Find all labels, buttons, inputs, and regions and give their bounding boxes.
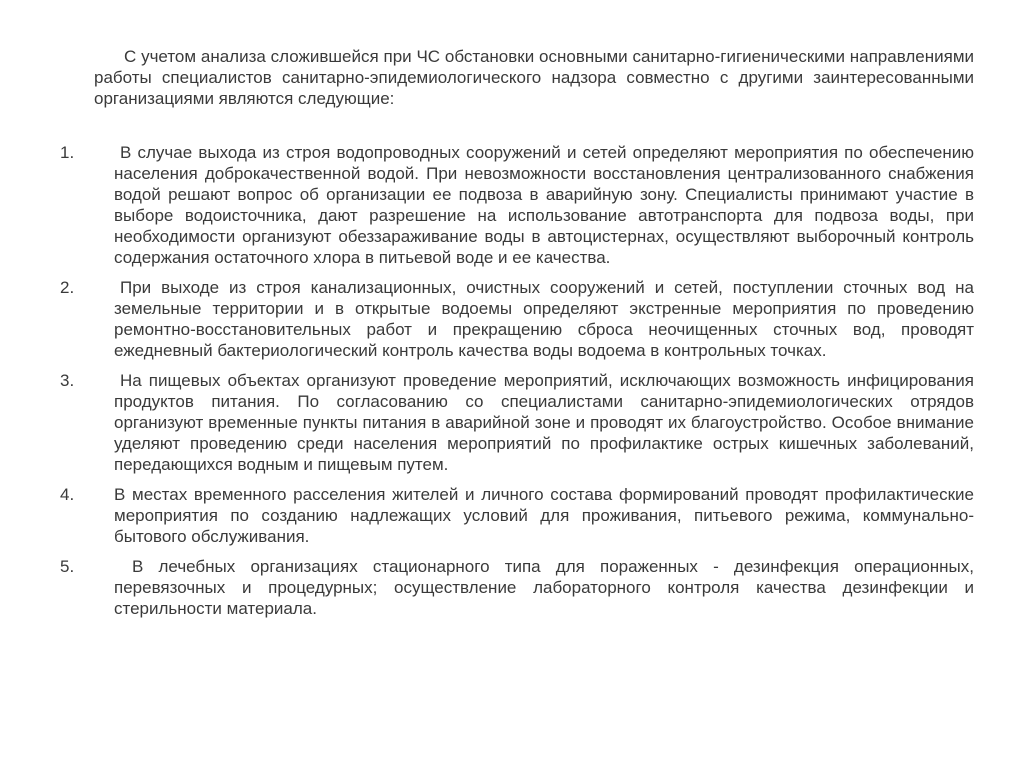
measures-list <box>0 142 974 628</box>
list-item-number: 3. <box>60 371 75 390</box>
list-item-text: В лечебных организациях стационарного типа для пораженных - дезинфекция операционных, перевязочных и процедурных; осуществление лабораторного контроля качества дезинфекции и стерильности материала. <box>114 557 974 618</box>
list-item-5 <box>0 556 974 619</box>
list-item-3 <box>0 370 974 475</box>
list-item-text: В случае выхода из строя водопроводных сооружений и сетей определяют мероприятия по обеспечению населения доброкачественной водой. При невозможности восстановления централизованного снабжения водой решают вопрос об организации ее подвоза в аварийную зону. Специалисты принимают участие в выборе водоисточника, дают разрешение на использование автотранспорта для подвоза воды, при необходимости организуют обеззараживание воды в автоцистернах, осуществляют выборочный контроль содержания остаточного хлора в питьевой воде и ее качества. <box>114 143 974 267</box>
list-item-number: 5. <box>60 557 75 576</box>
intro-paragraph: С учетом анализа сложившейся при ЧС обстановки основными санитарно-гигиеническими направлениями работы специалистов санитарно-эпидемиологического надзора совместно с другими заинтересованными организациями являются следующие: <box>94 47 974 108</box>
list-item-number: 1. <box>60 143 75 162</box>
list-item-4 <box>0 484 974 547</box>
list-item-number: 4. <box>60 485 75 504</box>
list-item-1 <box>0 142 974 268</box>
list-item-text: На пищевых объектах организуют проведение мероприятий, исключающих возможность инфицирования продуктов питания. По согласованию со специалистами санитарно-эпидемиологических отрядов организуют временные пункты питания в аварийной зоне и проводят их благоустройство. Особое внимание уделяют проведению среди населения мероприятий по профилактике острых кишечных заболеваний, передающихся водным и пищевым путем. <box>114 371 974 474</box>
list-item-text: В местах временного расселения жителей и личного состава формирований проводят профилактические мероприятия по созданию надлежащих условий для проживания, питьевого режима, коммунально-бытового обслуживания. <box>114 485 974 546</box>
list-item-text: При выходе из строя канализационных, очистных сооружений и сетей, поступлении сточных вод на земельные территории и в открытые водоемы определяют экстренные мероприятия по проведению ремонтно-восстановительных работ и прекращению сброса неочищенных сточных вод, проводят ежедневный бактериологический контроль качества воды водоема в контрольных точках. <box>114 278 974 360</box>
list-item-number: 2. <box>60 278 75 297</box>
list-item-2 <box>0 277 974 361</box>
